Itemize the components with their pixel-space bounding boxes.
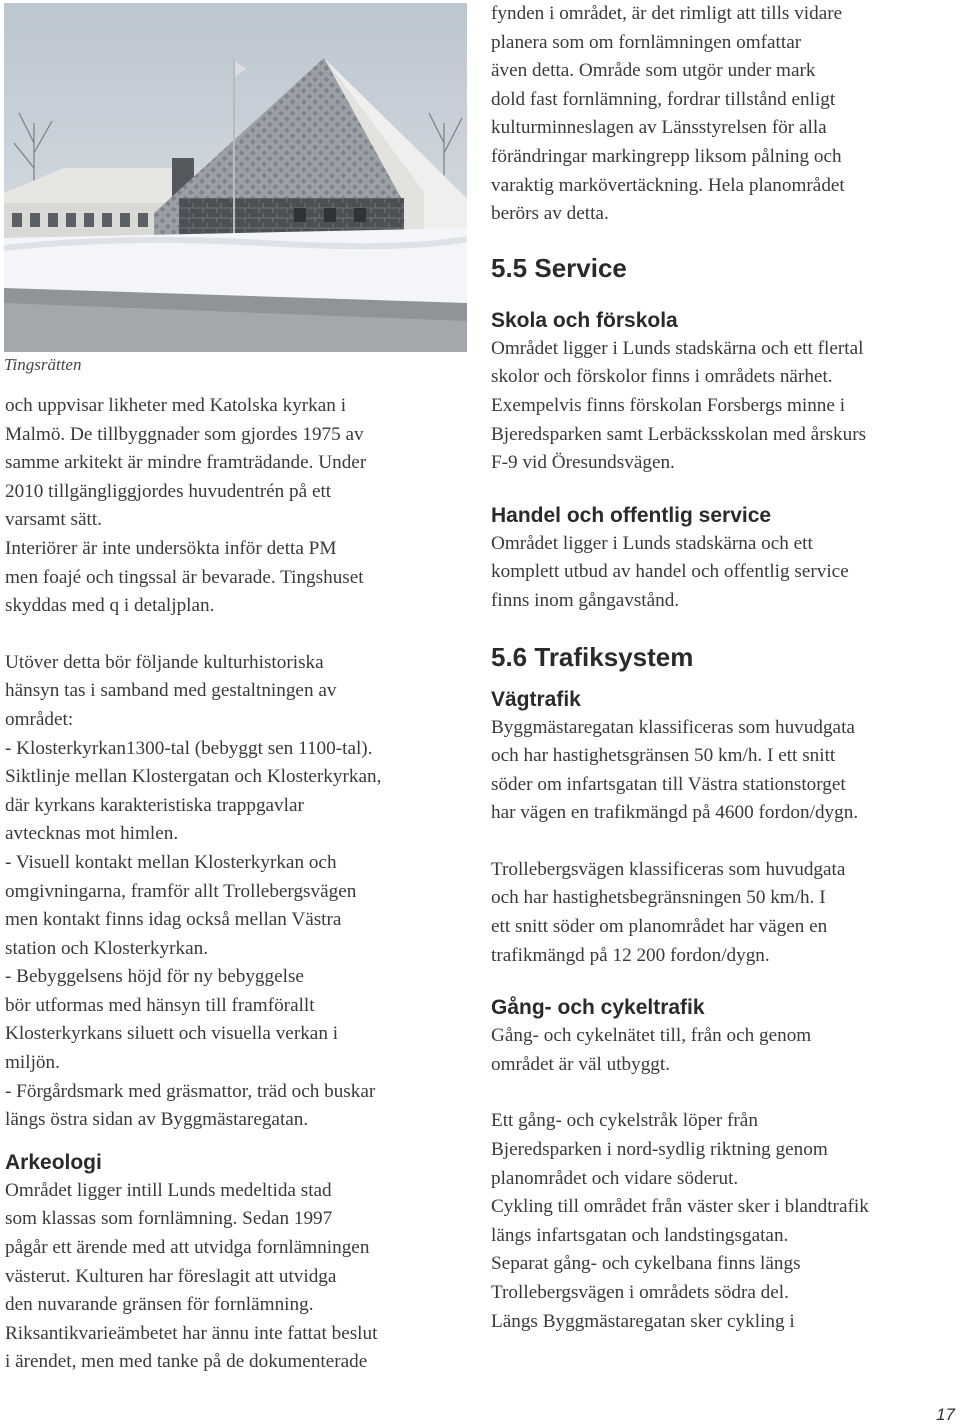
text-line: 2010 tillgängliggjordes huvudentrén på ett	[5, 480, 332, 502]
text-line: Längs Byggmästaregatan sker cykling i	[491, 1310, 795, 1332]
text-line: Trollebergsvägen i områdets södra del.	[491, 1282, 789, 1303]
text-line: den nuvarande gränsen för fornlämning.	[5, 1294, 314, 1316]
text-line: samme arkitekt är mindre framträdande. Under	[5, 452, 367, 474]
paragraph-tingshuset	[5, 392, 470, 621]
heading-arkeologi: Arkeologi	[5, 1150, 102, 1174]
left-column	[5, 392, 470, 1377]
text-line: längs östra sidan av Byggmästaregatan.	[5, 1109, 309, 1131]
text-line: området:	[5, 708, 74, 730]
text-line: Riksantikvarieämbetet har ännu inte fattat beslut	[5, 1322, 378, 1344]
page-number: 17	[936, 1405, 955, 1424]
text-line: har vägen en trafikmängd på 4600 fordon/dygn.	[491, 802, 859, 824]
paragraph-skola	[491, 335, 956, 478]
text-line: Byggmästaregatan klassificeras som huvudgata	[491, 716, 855, 738]
text-line: planområdet och vidare söderut.	[491, 1167, 739, 1189]
paragraph-gang-cykel-1	[491, 1022, 956, 1079]
text-line: trafikmängd på 12 200 fordon/dygn.	[491, 944, 770, 966]
text-line: förändringar markingrepp liksom pålning och	[491, 145, 842, 167]
text-line: miljön.	[5, 1052, 60, 1074]
text-line: finns inom gångavstånd.	[491, 589, 680, 611]
heading-vagtrafik: Vägtrafik	[491, 687, 581, 711]
text-line: Exempelvis finns förskolan Forsbergs minne i	[491, 394, 846, 416]
courthouse-illustration	[4, 3, 467, 352]
text-line: varaktig markövertäckning. Hela planområdet	[491, 174, 845, 196]
text-line: bör utformas med hänsyn till framförallt	[5, 994, 315, 1016]
heading-skola: Skola och förskola	[491, 308, 678, 332]
text-line: Bjeredsparken i nord-sydlig riktning genom	[491, 1139, 828, 1161]
text-line: komplett utbud av handel och offentlig service	[491, 561, 849, 583]
paragraph-vagtrafik-2	[491, 856, 956, 970]
text-line: söder om infartsgatan till Västra stationstorget	[491, 773, 846, 795]
heading-service: 5.5 Service	[491, 252, 627, 283]
right-column	[491, 0, 956, 1336]
text-line: men foajé och tingssal är bevarade. Tingshuset	[5, 566, 364, 588]
text-line: Området ligger intill Lunds medeltida stad	[5, 1179, 332, 1201]
heading-handel: Handel och offentlig service	[491, 503, 772, 527]
text-line: och uppvisar likheter med Katolska kyrkan i	[5, 395, 347, 416]
text-line: ett snitt söder om planområdet har vägen en	[491, 916, 828, 938]
text-line: Utöver detta bör följande kulturhistoriska	[5, 651, 324, 673]
text-line: hänsyn tas i samband med gestaltningen av	[5, 680, 337, 702]
text-line: längs infartsgatan och landstingsgatan.	[491, 1224, 789, 1246]
heading-gang-cykel: Gång- och cykeltrafik	[491, 996, 705, 1020]
paragraph-vagtrafik-1	[491, 714, 956, 828]
text-line: F-9 vid Öresundsvägen.	[491, 452, 675, 474]
photo-caption: Tingsrätten	[4, 355, 82, 374]
text-line: - Klosterkyrkan1300-tal (bebyggt sen 1100-tal).	[5, 737, 373, 759]
text-line: Malmö. De tillbyggnader som gjordes 1975 av	[5, 423, 364, 445]
text-line: västerut. Kulturen har föreslagit att utvidga	[5, 1265, 337, 1287]
text-line: berörs av detta.	[491, 203, 609, 225]
text-line: - Bebyggelsens höjd för ny bebyggelse	[5, 966, 304, 988]
heading-trafiksystem: 5.6 Trafiksystem	[491, 641, 694, 672]
text-line: och har hastighetsbegränsningen 50 km/h. I	[491, 887, 826, 909]
text-line: Siktlinje mellan Klostergatan och Klosterkyrkan,	[5, 766, 382, 788]
text-line: avtecknas mot himlen.	[5, 823, 179, 845]
text-line: även detta. Område som utgör under mark	[491, 60, 816, 82]
paragraph-kulturhistoriska	[5, 649, 470, 1135]
paragraph-fornlamning	[491, 0, 956, 229]
text-line: skolor och förskolor finns i områdets närhet.	[491, 366, 833, 388]
text-line: Trollebergsvägen klassificeras som huvudgata	[491, 858, 846, 880]
text-line: - Visuell kontakt mellan Klosterkyrkan och	[5, 851, 337, 873]
text-line: Separat gång- och cykelbana finns längs	[491, 1253, 801, 1275]
text-line: området är väl utbyggt.	[491, 1053, 671, 1075]
text-line: Ett gång- och cykelstråk löper från	[491, 1110, 758, 1132]
paragraph-gang-cykel-2	[491, 1107, 956, 1336]
text-line: skyddas med q i detaljplan.	[5, 595, 215, 617]
text-line: och har hastighetsgränsen 50 km/h. I ett snitt	[491, 745, 836, 767]
text-line: station och Klosterkyrkan.	[5, 937, 209, 959]
text-line: - Förgårdsmark med gräsmattor, träd och buskar	[5, 1080, 376, 1102]
text-line: Interiörer är inte undersökta inför detta PM	[5, 537, 337, 559]
text-line: Cykling till området från väster sker i blandtrafik	[491, 1196, 869, 1218]
courthouse-photo	[4, 3, 467, 352]
text-line: där kyrkans karakteristiska trappgavlar	[5, 794, 304, 816]
text-line: dold fast fornlämning, fordrar tillstånd enligt	[491, 88, 836, 110]
text-line: pågår ett ärende med att utvidga fornlämningen	[5, 1237, 370, 1259]
text-line: omgivningarna, framför allt Trollebergsvägen	[5, 880, 357, 902]
text-line: Bjeredsparken samt Lerbäcksskolan med årskurs	[491, 423, 867, 445]
text-line: Området ligger i Lunds stadskärna och ett flertal	[491, 337, 864, 359]
text-line: fynden i området, är det rimligt att tills vidare	[491, 3, 843, 24]
text-line: Klosterkyrkans siluett och visuella verkan i	[5, 1023, 339, 1045]
text-line: i ärendet, men med tanke på de dokumenterade	[5, 1351, 368, 1373]
paragraph-handel	[491, 530, 956, 616]
text-line: Området ligger i Lunds stadskärna och ett	[491, 532, 813, 554]
text-line: varsamt sätt.	[5, 509, 102, 531]
text-line: planera som om fornlämningen omfattar	[491, 31, 802, 53]
text-line: Gång- och cykelnätet till, från och genom	[491, 1025, 812, 1047]
text-line: kulturminneslagen av Länsstyrelsen för alla	[491, 117, 827, 139]
text-line: som klassas som fornlämning. Sedan 1997	[5, 1208, 333, 1230]
text-line: men kontakt finns idag också mellan Västra	[5, 909, 342, 931]
paragraph-arkeologi	[5, 1177, 470, 1377]
